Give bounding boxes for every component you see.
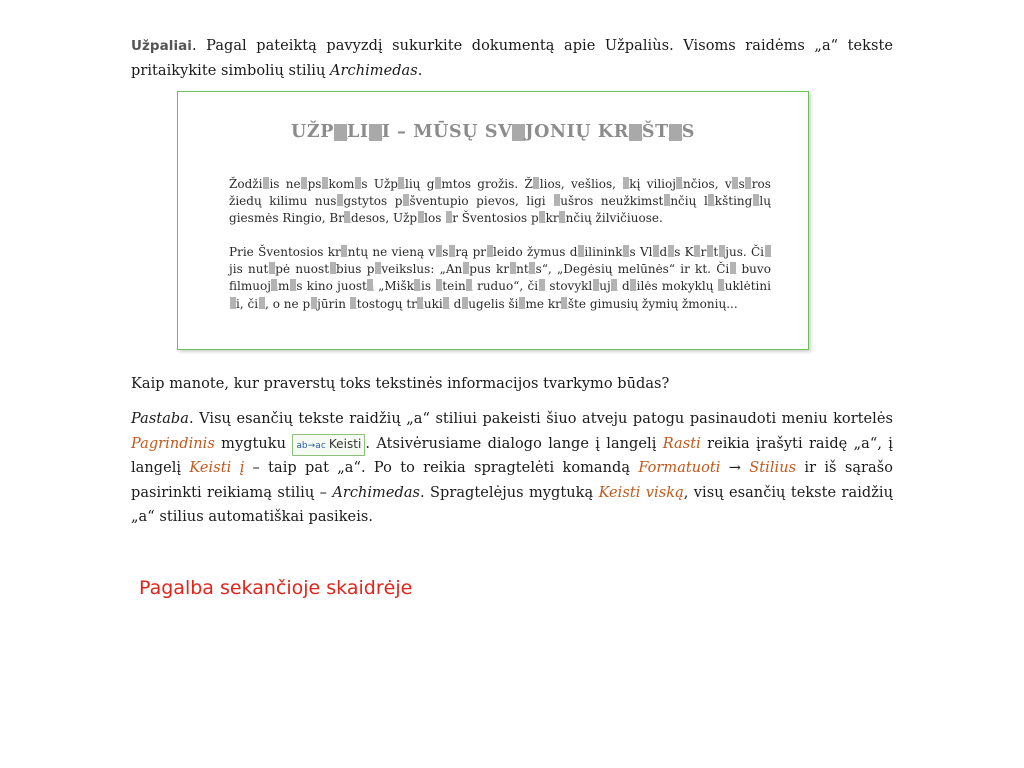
styled-letter-a: a	[336, 195, 345, 210]
styled-letter-a: a	[321, 178, 330, 192]
styled-letter-a: a	[718, 280, 726, 295]
styled-letter-a: a	[462, 263, 470, 278]
styled-letter-a: a	[374, 263, 383, 278]
styled-letter-a: a	[764, 246, 772, 260]
styled-letter-a: a	[402, 195, 411, 210]
styled-letter-a: a	[623, 246, 631, 260]
styled-letter-a: a	[461, 297, 469, 312]
styled-letter-a: a	[448, 246, 457, 260]
styled-letter-a: a	[486, 246, 494, 260]
styled-letter-a: a	[229, 297, 237, 312]
example-paragraph-2: Prie Šventosios krantų ne vieną vasarą praleido žymus dailininkas Vladas Karatajus. Čia jis nutapė nuostabius paveikslus: „Anapus krantas“, „Degėsių melūnės“ ir kt. Čia buvo flmuojamas kino juosta „Miškais ateina ruduo“, čia stovyklauja dailės mokyklų auklėtiniai, čia, o ne pajūrin atostogų traukia daugelis šiame krašte gimusių žymių žmonių...	[229, 245, 772, 312]
question-text: Kaip manote, kur praverstų toks tekstinės informacijos tvarkymo būdas?	[131, 376, 670, 392]
styled-letter-a: a	[367, 280, 375, 295]
styled-letter-a: a	[729, 263, 737, 278]
styled-letter-a: a	[533, 178, 541, 192]
styled-letter-a: a	[653, 246, 661, 260]
styled-letter-a: a	[592, 280, 600, 295]
styled-letter-a: a	[310, 297, 318, 312]
styled-letter-a: a	[611, 280, 619, 295]
styled-letter-a: a	[417, 212, 425, 227]
styled-letter-a: a	[708, 195, 716, 210]
styled-letter-a: a	[509, 263, 517, 278]
styled-letter-a: a	[271, 280, 279, 295]
task-label: Užpaliai	[131, 38, 192, 54]
replace-icon: ab→ac	[296, 440, 326, 451]
styled-letter-a: a	[289, 280, 297, 295]
styled-letter-a: a	[417, 297, 425, 312]
styled-letter-a: a	[258, 297, 266, 312]
styled-letter-a: a	[561, 297, 569, 312]
styled-letter-a: a	[398, 178, 406, 192]
styled-letter-a: a	[667, 246, 675, 260]
keisti-button: ab→ac Keisti	[292, 434, 365, 456]
example-paragraph-1: Žodžiais neapsakomas Užpalių gamtos grožis. Žalios, vešlios, akį viliojančios, vasaros žiedų kilimu nusagstytos pašventupio pievos, ligi aušros neužkimstančių lakštingalų giesmės Ringio, Bradesos, Užpalos ar Šventosios pakrančių žilvičiuose.	[229, 177, 771, 227]
styled-letter-a: a	[559, 212, 567, 227]
styled-letter-a: a	[706, 246, 715, 260]
styled-letter-a: a	[745, 178, 753, 192]
styled-letter-a: a	[344, 212, 352, 227]
styled-letter-a: a	[630, 280, 638, 295]
styled-letter-a: a	[718, 246, 726, 260]
style-name: Archimedas	[330, 62, 418, 79]
styled-letter-a: a	[262, 178, 271, 192]
example-document-image	[177, 91, 809, 350]
styled-letter-a: a	[434, 178, 443, 192]
task-paragraph: Užpaliai. Pagal pateiktą pavyzdį sukurkite dokumentą apie Užpaliùs. Visoms raidėms „a“ tekste pritaikykite simbolių stilių Archimedas.	[131, 38, 893, 79]
styled-letter-a: a	[529, 263, 537, 278]
styled-letter-a: a	[350, 297, 358, 312]
styled-letter-a: a	[553, 195, 561, 210]
note-paragraph: Pastaba. Visų esančių tekste raidžių „a“ stiliui pakeisti šiuo atveju patogu pasinaudoti meniu kortelės Pagrindinis mygtuku ab→ac Keisti . Atsivėrusiame dialogo lange į langelį Rasti reikia įrašyti raidę „a“, į langelį Keisti į – taip pat „a“. Po to reikia spragtelėti komandą Formatuoti → Stilius ir iš sąrašo pasirinkti reikiamą stilių – Archimedas. Spragtelėjus mygtuką Keisti viską, visų esančių tekste raidžių „a“ stilius automatiškai pasikeis.	[131, 411, 893, 525]
styled-letter-a: a	[694, 246, 702, 260]
example-title: UŽPALIAI – MŪSŲ SVAJONIŲ KRAŠTAS	[290, 122, 695, 144]
styled-letter-a: a	[732, 178, 740, 192]
styled-letter-a: a	[301, 178, 309, 192]
styled-letter-a: a	[519, 297, 527, 312]
styled-letter-a: a	[443, 297, 451, 312]
styled-letter-a: a	[538, 280, 546, 295]
styled-letter-a: a	[435, 280, 443, 295]
styled-letter-a: a	[539, 212, 547, 227]
styled-letter-a: a	[435, 246, 443, 260]
styled-letter-a: a	[577, 246, 586, 260]
help-link-text: Pagalba sekančioje skaidrėje	[139, 577, 413, 599]
note-label: Pastaba	[131, 411, 189, 427]
styled-letter-a: a	[752, 195, 760, 210]
styled-letter-a: a	[354, 178, 363, 192]
styled-letter-a: a	[341, 246, 349, 260]
styled-letter-a: a	[676, 178, 684, 192]
styled-letter-a: a	[329, 263, 337, 278]
styled-letter-a: a	[466, 280, 474, 295]
styled-letter-a: a	[622, 178, 630, 192]
styled-letter-a: a	[663, 195, 671, 210]
styled-letter-a: a	[445, 212, 453, 227]
styled-letter-a: a	[268, 263, 276, 278]
styled-letter-a: a	[414, 280, 422, 295]
